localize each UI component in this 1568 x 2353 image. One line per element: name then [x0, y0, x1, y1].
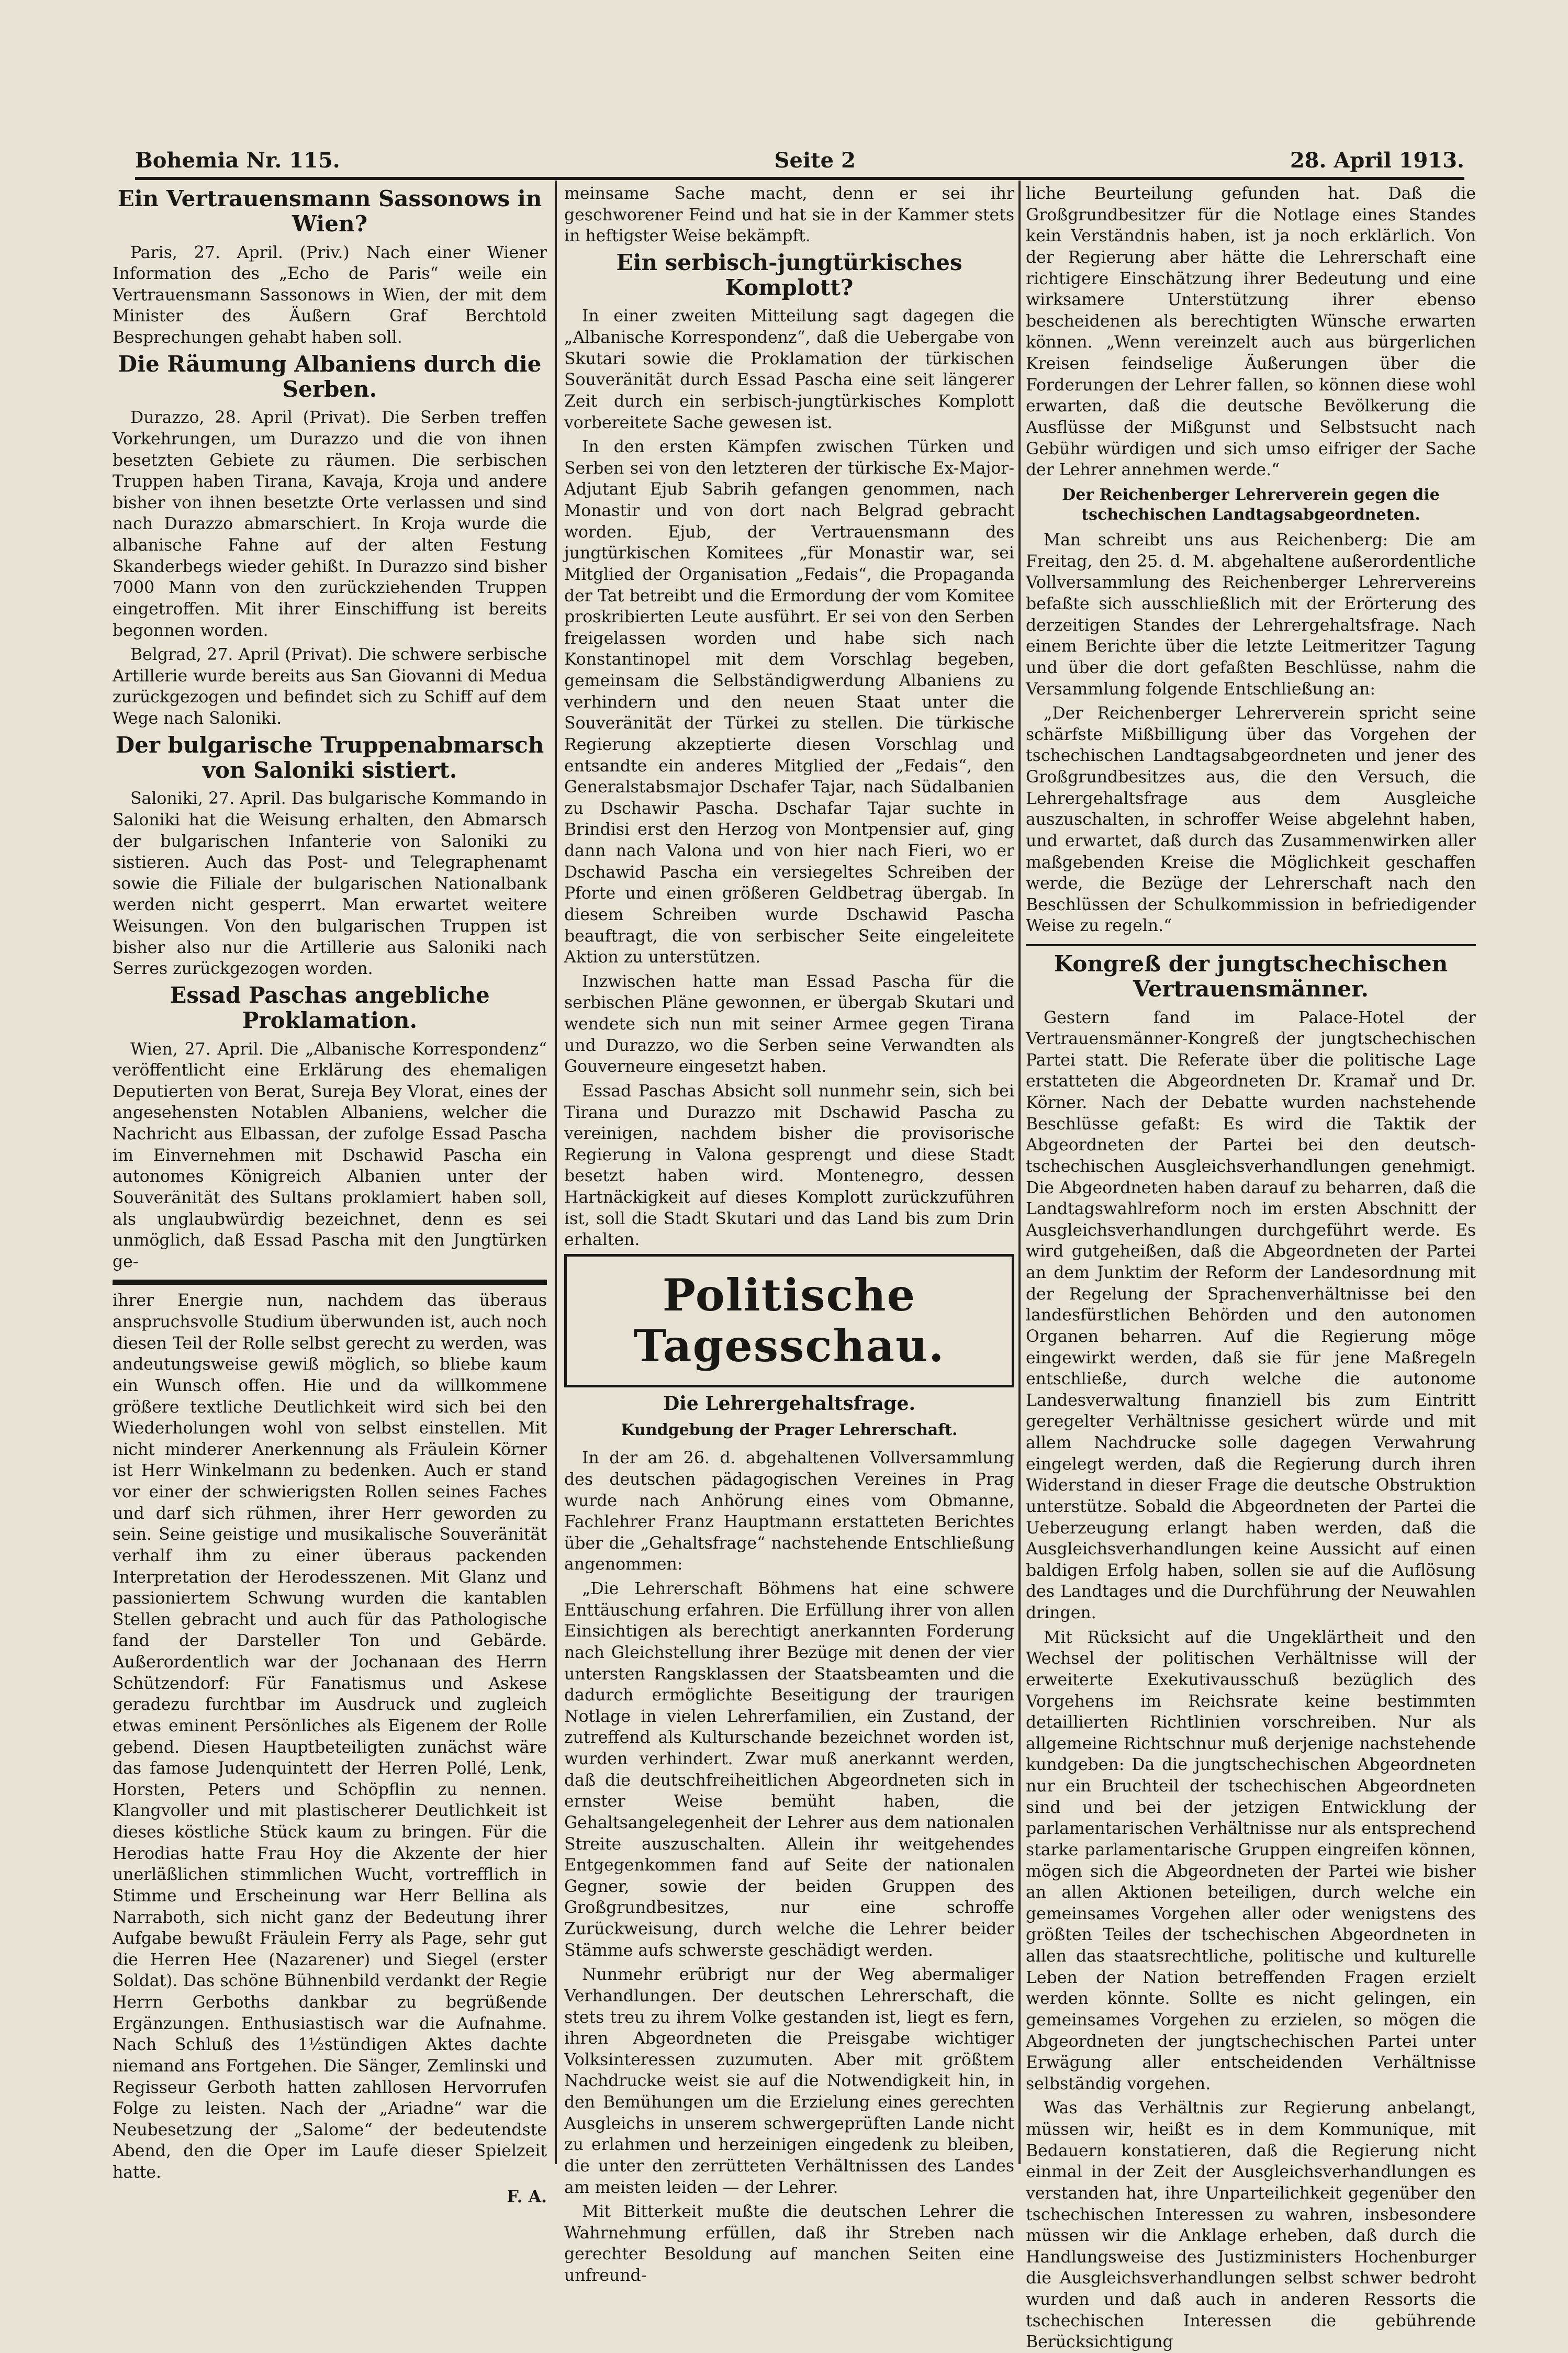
article-paragraph: „Die Lehrerschaft Böhmens hat eine schwere Enttäuschung erfahren. Die Erfüllung ihrer von allen Einsichtigen als berechtigt anerkannten Forderung nach Gleichstellung ihrer Bezüge mit denen der vier untersten Rangsklassen der Staatsbeamten und die dadurch ermöglichte Beseitigung der traurigen Notlage in vielen Lehrerfamilien, ein Zustand, der zutreffend als Kulturschande bezeichnet worden ist, wurden verhindert. Zwar muß anerkannt werden, daß die deutschfreiheitlichen Abgeordneten sich in ernster Weise bemüht haben, die Gehaltsangelegenheit der Lehrer aus dem nationalen Streite auszuschalten. Allein ihr weitgehendes Entgegenkommen fand auf Seite der nationalen Gegner, sowie der beiden Gruppen des Großgrundbesitzes, nur eine schroffe Zurückweisung, durch welche die Lehrer beider Stämme aufs schwerste geschädigt werden. — [564, 1579, 1014, 1960]
header-issue: Bohemia Nr. 115. — [135, 148, 340, 173]
article-paragraph: In der am 26. d. abgehaltenen Vollversammlung des deutschen pädagogischen Vereines in Prag wurde nach Anhörung eines vom Obmanne, Fachlehrer Franz Hauptmann erstatteten Berichtes über die „Gehaltsfrage“ nachstehende Entschließung angenommen: — [564, 1449, 1014, 1574]
column-rule-2 — [1018, 181, 1021, 2164]
header-page-number: Seite 2 — [774, 148, 856, 173]
article-paragraph: Essad Paschas Absicht soll nunmehr sein, sich bei Tirana und Durazzo mit Dschawid Pascha zu vereinigen, nachdem bisher die provisorische Regierung in Valona gesprengt und diese Stadt besetzt haben wird. Montenegro, dessen Hartnäckigkeit auf dieses Komplott zurückzuführen ist, soll die Stadt Skutari und das Land bis zum Drin erhalten. — [564, 1081, 1014, 1250]
article-paragraph: Belgrad, 27. April (Privat). Die schwere serbische Artillerie wurde bereits aus San Giovanni di Medua zurückgezogen und befindet sich zu Schiff auf dem Wege nach Saloniki. — [113, 645, 547, 729]
article-heading: Kongreß der jungtschechischen Vertrauensmänner. — [1054, 951, 1448, 1002]
article-paragraph: In den ersten Kämpfen zwischen Türken und Serben sei von den letzteren der türkische Ex-Major-Adjutant Ejub Sabrih gefangen genommen, nach Monastir und von dort nach Belgrad gebracht worden. Ejub, der Vertrauensmann des jungtürkischen Komitees „für Monastir war, sei Mitglied der Organisation „Fedais“, die Propaganda der Tat betreibt und die Ermordung der vom Komitee proskribierten Leute ausführt. Er sei von den Serben freigelassen worden und habe sich nach Konstantinopel mit dem Vorschlag begeben, gemeinsam die Selbständigwerdung Albaniens zu verhindern und den neuen Staat unter die Souveränität der Türkei zu stellen. Die türkische Regierung akzeptierte diesen Vorschlag und entsandte ein anderes Mitglied der „Fedais“, den Generalstabsmajor Dschafer Tajar, nach Südalbanien zu Dschawir Pascha. Dschafar Tajar suchte in Brindisi erst den Herzog von Montpensier auf, ging dann nach Valona und von hier nach Fieri, wo er Dschawid Pascha ein versiegeltes Schreiben der Pforte und einen größeren Geldbetrag übergab. In diesem Schreiben wurde Dschawid Pascha beauftragt, die von serbischer Seite eingeleitete Aktion zu unterstützen. — [564, 438, 1014, 967]
article-heading: Ein serbisch-jungtürkisches Komplott? — [616, 249, 962, 301]
article-paragraph: In einer zweiten Mitteilung sagt dagegen die „Albanische Korrespondenz“, daß die Uebergabe von Skutari sowie die Proklamation der türkischen Souveränität durch Essad Pascha eine seit längerer Zeit durch ein serbisch-jungtürkisches Komplott vorbereitete Sache gewesen ist. — [564, 307, 1014, 432]
article-paragraph: Was das Verhältnis zur Regierung anbelangt, müssen wir, heißt es in dem Kommunique, mit Bedauern konstatieren, daß die Regierung nicht einmal in der Zeit der Ausgleichsverhandlungen es verstanden hat, ihre Unparteilichkeit gegenüber den tschechischen Interessen zu wahren, insbesondere müssen wir die Anklage erheben, daß durch die Handlungsweise des Justizministers Hochenburger die Ausgleichsverhandlungen selbst schwer bedroht wurden und daß auch in anderen Ressorts die tschechischen Interessen die gebührende Berücksichtigung — [1026, 2099, 1476, 2352]
article-paragraph: Durazzo, 28. April (Privat). Die Serben treffen Vorkehrungen, um Durazzo und die von ihnen besetzten Gebiete zu räumen. Die serbischen Truppen haben Tirana, Kavaja, Kroja und andere bisher von ihnen besetzte Orte verlassen und sind nach Durazzo abmarschiert. In Kroja wurde die albanische Fahne auf der alten Festung Skanderbegs wieder gehißt. In Durazzo sind bisher 7000 Mann von den zurückziehenden Truppen eingetroffen. Mit ihrer Einschiffung ist bereits begonnen worden. — [113, 408, 547, 640]
page-header — [135, 147, 1464, 180]
article-heading: Die Lehrergehaltsfrage. — [663, 1393, 916, 1415]
article-paragraph: Mit Bitterkeit mußte die deutschen Lehrer die Wahrnehmung erfüllen, daß ihr Streben nach gerechter Besoldung auf manchen Seiten eine unfreund- — [564, 2202, 1014, 2285]
article-paragraph: „Der Reichenberger Lehrerverein spricht seine schärfste Mißbilligung über das Vorgehen der tschechischen Landtagsabgeordneten und jener des Großgrundbesitzes aus, die den Versuch, die Lehrergehaltsfrage aus dem Ausgleiche auszuschalten, in schroffer Weise abgelehnt haben, und erwartet, daß durch das Zusammenwirken aller maßgebenden Kreise die Möglichkeit geschaffen werde, die Bezüge der Lehrerschaft nach den Beschlüssen der Schulkommission in befriedigender Weise zu regeln.“ — [1026, 704, 1476, 936]
section-banner — [564, 1254, 1014, 1387]
article-paragraph: Paris, 27. April. (Priv.) Nach einer Wiener Information des „Echo de Paris“ weile ein Vertrauensmann Sassonows in Wien, der mit dem Minister des Äußern Graf Berchtold Besprechungen gehabt haben soll. — [113, 243, 547, 348]
article-paragraph: Inzwischen hatte man Essad Pascha für die serbischen Pläne gewonnen, er übergab Skutari und wendete sich nun mit seiner Armee gegen Tirana und Durazzo, wo die Serben seine Verwandten als Gouverneure eingesetzt haben. — [564, 972, 1014, 1077]
article-paragraph: meinsame Sache macht, denn er sei ihr geschworener Feind und hat sie in der Kammer stets in heftigster Weise bekämpft. — [564, 184, 1014, 246]
article-heading: Essad Paschas angebliche Proklamation. — [170, 982, 490, 1034]
article-heading: Der bulgarische Truppenabmarsch von Saloniki sistiert. — [115, 732, 544, 783]
article-paragraph: liche Beurteilung gefunden hat. Daß die Großgrundbesitzer für die Notlage eines Standes kein Verständnis haben, ist ja noch erklärlich. Von der Regierung aber hätte die Lehrerschaft eine richtigere Einschätzung ihrer Bedeutung und eine wirksamere Unterstützung ihrer ebenso bescheidenen als berechtigten Wünsche erwarten können. „Wenn vereinzelt auch aus bürgerlichen Kreisen feindselige Äußerungen über die Forderungen der Lehrer fallen, so können diese wohl erwarten, daß die deutsche Bevölkerung die Ausflüsse der Mißgunst und Selbstsucht nach Gebühr würdigen und sich umso eifriger der Sache der Lehrer annehmen werde.“ — [1026, 184, 1476, 480]
article-paragraph: Mit Rücksicht auf die Ungeklärtheit und den Wechsel der politischen Verhältnisse will der erweiterte Exekutivausschuß bezüglich des Vorgehens im Reichsrate keine bestimmten detaillierten Richtlinien vorschreiben. Nur als allgemeine Richtschnur muß derjenige nachstehende kundgeben: Da die jungtschechischen Abgeordneten nur ein Bruchteil der tschechischen Abgeordneten sind und bei der jetzigen Entwicklung der parlamentarischen Verhältnisse nur als entsprechend starke parlamentarische Gruppen eingreifen können, mögen sich die Abgeordneten der Partei wie bisher an allen Aktionen beteiligen, durch welche ein gemeinsames Vorgehen aller oder wenigstens des größten Teiles der tschechischen Abgeordneten in allen das staatsrechtliche, politische und kulturelle Leben der Nation betreffenden Fragen erzielt werden könnte. Sollte es nicht gelingen, ein gemeinsames Vorgehen zu erzielen, so mögen die Abgeordneten der jungtschechischen Partei unter Erwägung aller entscheidenden Verhältnisse selbständig vorgehen. — [1026, 1628, 1476, 2093]
feuilleton-paragraph: ihrer Energie nun, nachdem das überaus anspruchsvolle Studium überwunden ist, auch noch diesen Teil der Rolle selbst gerecht zu werden, was andeutungsweise gewiß möglich, so bliebe kaum ein Wunsch offen. Hie und da willkommene größere textliche Deutlichkeit wird sich bei den Wiederholungen wohl von selbst einstellen. Mit nicht minderer Anerkennung als Fräulein Körner ist Herr Winkelmann zu bedenken. Auch er stand vor einer der schwierigsten Rollen seines Faches und darf sich rühmen, ihrer Herr geworden zu sein. Seine geistige und musikalische Souveränität verhalf ihm zu einer überaus packenden Interpretation der Herodesszenen. Mit Glanz und passioniertem Schwung wurden die kantablen Stellen gebracht und auch für das Pathologische fand der Darsteller Ton und Gebärde. Außerordentlich war der Jochanaan des Herrn Schützendorf: Für Fanatismus und Askese geradezu furchtbar im Ausdruck und zugleich etwas eminent Persönliches als Eigenem der Rolle gebend. Diesen Hauptbeteiligten zunächst wäre das famose Judenquintett der Herren Pollé, Lenk, Horsten, Peters und Schöpflin zu nennen. Klangvoller und mit plastischerer Deutlichkeit ist dieses köstliche Stück kaum zu bringen. Für die Herodias hatte Frau Hoy die Akzente der hier unerläßlichen stimmlichen Wucht, vortrefflich in Stimme und Erscheinung war Herr Bellina als Narraboth, sich nicht ganz der Bedeutung ihrer Aufgabe bewußt Fräulein Ferry als Page, sehr gut die Herren Hee (Nazarener) und Siegel (erster Soldat). Das schöne Bühnenbild verdankt der Regie Herrn Gerboths dankbar zu begrüßende Ergänzungen. Enthusiastisch war die Aufnahme. Nach Schluß des 1½stündigen Aktes dachte niemand ans Fortgehen. Die Sänger, Zemlinski und Regisseur Gerboth hatten zahllosen Hervorrufen Folge zu leisten. Nach der „Ariadne“ war die Neubesetzung der „Salome“ der bedeutendste Abend, den die Oper im Laufe dieser Spielzeit hatte. — [113, 1291, 547, 2182]
feuilleton-divider — [113, 1280, 547, 1285]
column-3 — [1026, 183, 1476, 2352]
article-subheading: Kundgebung der Prager Lehrerschaft. — [621, 1420, 958, 1439]
column-1 — [113, 183, 547, 2206]
article-paragraph: Gestern fand im Palace-Hotel der Vertrauensmänner-Kongreß der jungtschechischen Partei statt. Die Referate über die politische Lage erstatteten die Abgeordneten Dr. Kramař und Dr. Körner. Nach der Debatte wurden nachstehende Beschlüsse gefaßt: Es wird die Taktik der Abgeordneten der Partei bei den deutsch-tschechischen Ausgleichsverhandlungen genehmigt. Die Abgeordneten haben darauf zu beharren, daß die Landtagswahlreform noch im ersten Abschnitt der Ausgleichsverhandlungen durchgeführt werde. Es wird gutgeheißen, daß die Abgeordneten der Partei an dem Junktim der Reform der Landesordnung mit der Regelung der Sprachenverhältnisse bei den landesfürstlichen Behörden und den autonomen Organen beharren. Auf die Regierung möge eingewirkt werden, daß sie für jene Maßregeln entschließe, durch welche die autonome Landesverwaltung finanziell bis zum Eintritt geregelter Verhältnisse gesichert würde und mit allem Nachdrucke solle dagegen Verwahrung eingelegt werden, daß die Regierung durch ihren Widerstand in dieser Frage die deutsche Obstruktion unterstütze. Sobald die Abgeordneten der Partei die Ueberzeugung erlangt haben werden, daß die Ausgleichsverhandlungen keine Aussicht auf einen baldigen Erfolg haben, sollen sie auf die Auflösung des Landtages und die Durchführung der Neuwahlen dringen. — [1026, 1008, 1476, 1623]
article-divider — [1026, 944, 1476, 946]
article-paragraph: Nunmehr erübrigt nur der Weg abermaliger Verhandlungen. Der deutschen Lehrerschaft, die stets treu zu ihrem Volke gestanden ist, liegt es fern, ihren Abgeordneten die Preisgabe wichtiger Volksinteressen zuzumuten. Aber mit größtem Nachdrucke weist sie auf die Notwendigkeit hin, in den Bemühungen um die Erzielung eines gerechten Ausgleichs in unserem schwergeprüften Lande nicht zu erlahmen und herzeinigen eingedenk zu bleiben, die unter den zerrütteten Verhältnissen des Landes am meisten leiden — der Lehrer. — [564, 1965, 1014, 2197]
article-heading: Der Reichenberger Lehrerverein gegen die tschechischen Landtagsabgeordneten. — [1062, 485, 1440, 524]
author-signature: F. A. — [507, 2187, 547, 2206]
header-date: 28. April 1913. — [1290, 148, 1464, 173]
column-2 — [564, 183, 1014, 2285]
article-heading: Ein Vertrauensmann Sassonows in Wien? — [117, 186, 542, 237]
article-paragraph: Saloniki, 27. April. Das bulgarische Kommando in Saloniki hat die Weisung erhalten, den Abmarsch der bulgarischen Infanterie von Saloniki zu sistieren. Auch das Post- und Telegraphenamt sowie die Filiale der bulgarischen Nationalbank werden nicht gesperrt. Man erwartet weitere Weisungen. Von den bulgarischen Truppen ist bisher also nur die Artillerie aus Saloniki nach Serres zurückgezogen worden. — [113, 789, 547, 979]
section-title: Politische Tagesschau. — [633, 1269, 945, 1372]
article-paragraph: Man schreibt uns aus Reichenberg: Die am Freitag, den 25. d. M. abgehaltene außerordentliche Vollversammlung des Reichenberger Lehrervereins befaßte sich ausschließlich mit der Erörterung des derzeitigen Standes der Lehrergehaltsfrage. Nach einem Berichte über die letzte Leitmeritzer Tagung und über die dort gefaßten Beschlüsse, nahm die Versammlung folgende Entschließung an: — [1026, 531, 1476, 699]
column-rule-1 — [555, 181, 557, 2164]
article-heading: Die Räumung Albaniens durch die Serben. — [118, 351, 542, 402]
article-paragraph: Wien, 27. April. Die „Albanische Korrespondenz“ veröffentlicht eine Erklärung des ehemaligen Deputierten von Berat, Sureja Bey Vlorat, eines der angesehensten Notablen Albaniens, welcher die Nachricht aus Elbassan, der zufolge Essad Pascha im Einvernehmen mit Dschawid Pascha ein autonomes Königreich Albanien unter der Souveränität des Sultans proklamiert haben soll, als unglaubwürdig bezeichnet, denn es sei unmöglich, daß Essad Pascha mit den Jungtürken ge- — [113, 1039, 547, 1271]
